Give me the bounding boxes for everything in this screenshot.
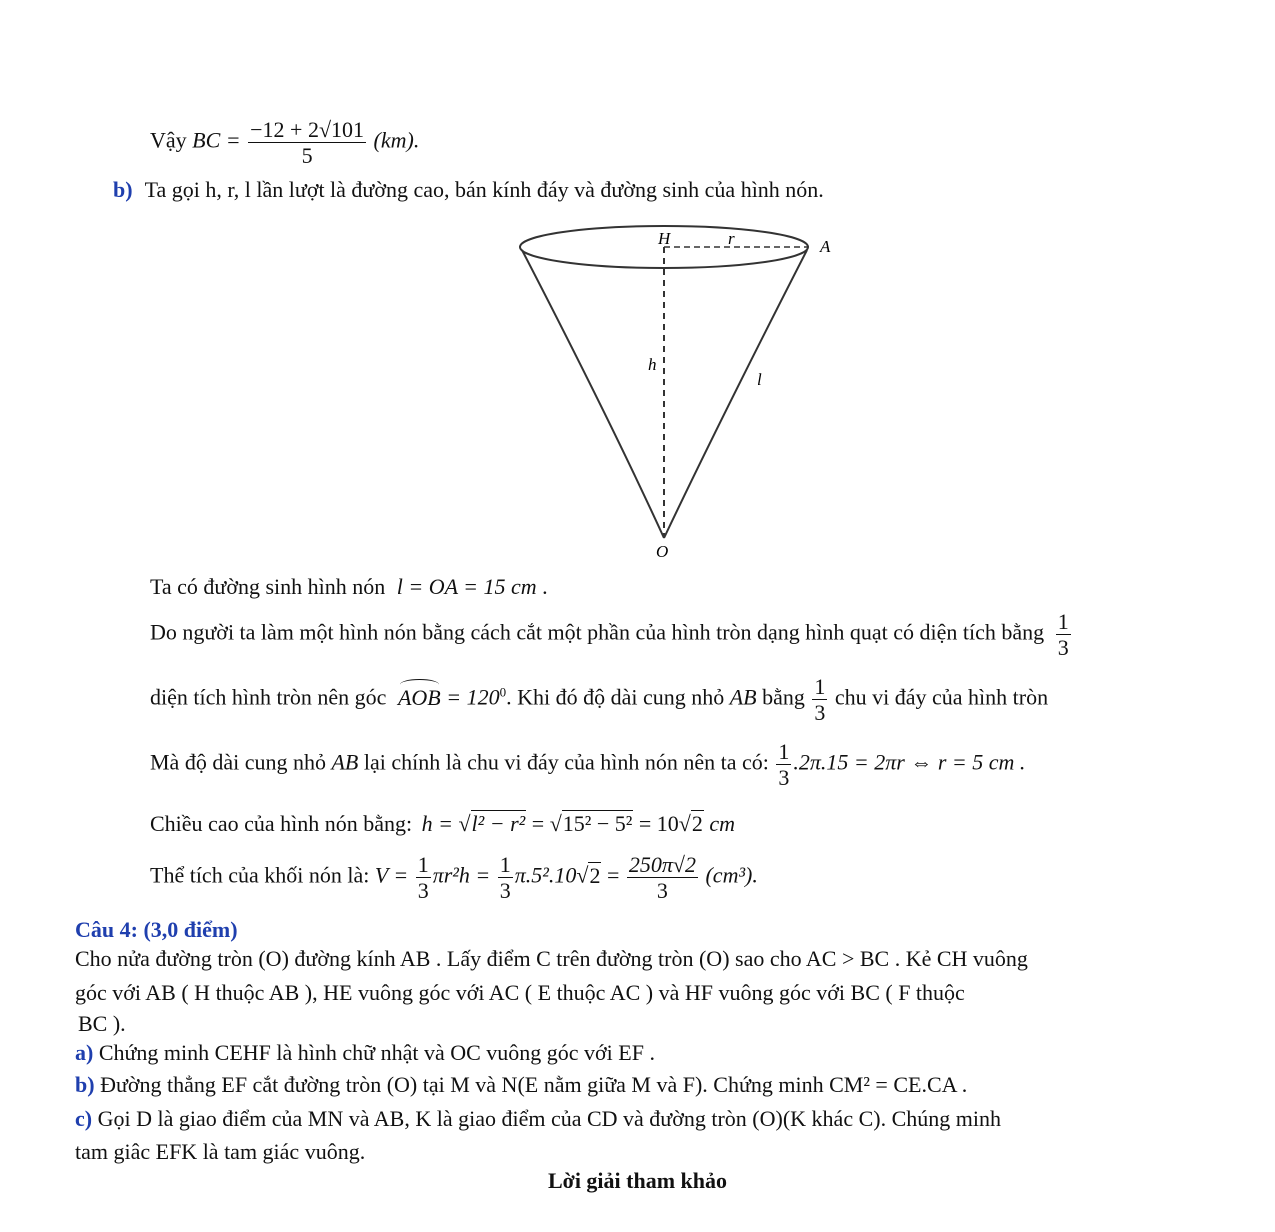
q4-a-label: a)	[75, 1040, 94, 1065]
sol-line-6: Thể tích của khối nón là: V = $\frac{1}{3}$ πr²h = $\frac{1}{3}$ π.5².10√2 = $\frac{250\pi√2}{3}$ (cm³).	[150, 852, 758, 904]
sol-line-5: Chiều cao của hình nón bằng: h = √l² − r² = √15² − 5² = 10√2 cm	[150, 811, 736, 836]
q4-para-line-1: Cho nửa đường tròn (O) đường kính AB . Lấy điểm C trên đường tròn (O) sao cho AC > BC . Kẻ CH vuông	[75, 946, 1028, 971]
q4-part-b: b) Đường thẳng EF cắt đường tròn (O) tại M và N(E nằm giữa M và F). Chứng minh CM² = CE.CA .	[75, 1072, 968, 1097]
part-b-label: b)	[113, 177, 133, 202]
result-fraction: $\frac{-12 + 2√101}{5}$	[250, 117, 365, 169]
cone-left-generatrix	[522, 250, 664, 538]
label-O: O	[656, 542, 669, 561]
q4-para-line-3: BC ).	[78, 1011, 126, 1036]
q4-para-line-2: góc với AB ( H thuộc AB ), HE vuông góc với AC ( E thuộc AC ) và HF vuông góc với BC ( F thuộc	[75, 980, 965, 1005]
footer-heading: Lời giải tham khảo	[547, 1168, 728, 1193]
result-lhs: BC =	[192, 127, 241, 153]
label-A: A	[820, 237, 831, 256]
q4-c-label: c)	[75, 1106, 93, 1131]
q4-title: Câu 4: (3,0 điểm)	[75, 917, 238, 942]
sol-line-3: diện tích hình tròn nên góc AOB = $120^0$. Khi đó độ dài cung nhỏ AB bằng $\frac{1}{3}$ chu vi đáy của hình tròn	[150, 674, 1049, 726]
part-b-intro	[113, 177, 824, 203]
result-bc-line	[150, 118, 419, 167]
q4-part-c: c) Gọi D là giao điểm của MN và AB, K là giao điểm của CD và đường tròn (O)(K khác C). Chúng minh	[75, 1106, 1001, 1131]
label-l: l	[757, 370, 762, 389]
label-H: H	[658, 229, 671, 248]
result-prefix: Vậy	[150, 127, 187, 153]
q4-b-label: b)	[75, 1072, 95, 1097]
q4-part-c-cont: tam giâc EFK là tam giác vuông.	[75, 1139, 366, 1164]
q4-part-a: a) Chứng minh CEHF là hình chữ nhật và OC vuông góc với EF .	[75, 1040, 655, 1065]
cone-right-generatrix	[664, 250, 807, 538]
arc-aob: AOB	[397, 684, 441, 710]
label-r: r	[728, 229, 735, 248]
label-h: h	[648, 355, 657, 374]
sol-line-2: Do người ta làm một hình nón bằng cách cắt một phần của hình tròn dạng hình quạt có diện tích bằng $\frac{1}{3}$	[150, 609, 1069, 661]
result-unit: (km).	[373, 127, 420, 153]
part-b-text: Ta gọi h, r, l lần lượt là đường cao, bán kính đáy và đường sinh của hình nón.	[144, 177, 824, 202]
sol-line-4: Mà độ dài cung nhỏ AB lại chính là chu vi đáy của hình nón nên ta có: $\frac{1}{3}$ .2π.15 = 2πr ⇔ r = 5 cm .	[150, 739, 1026, 791]
cone-figure	[500, 220, 850, 570]
sol-line-1: Ta có đường sinh hình nón l = OA = 15 cm .	[150, 574, 548, 599]
